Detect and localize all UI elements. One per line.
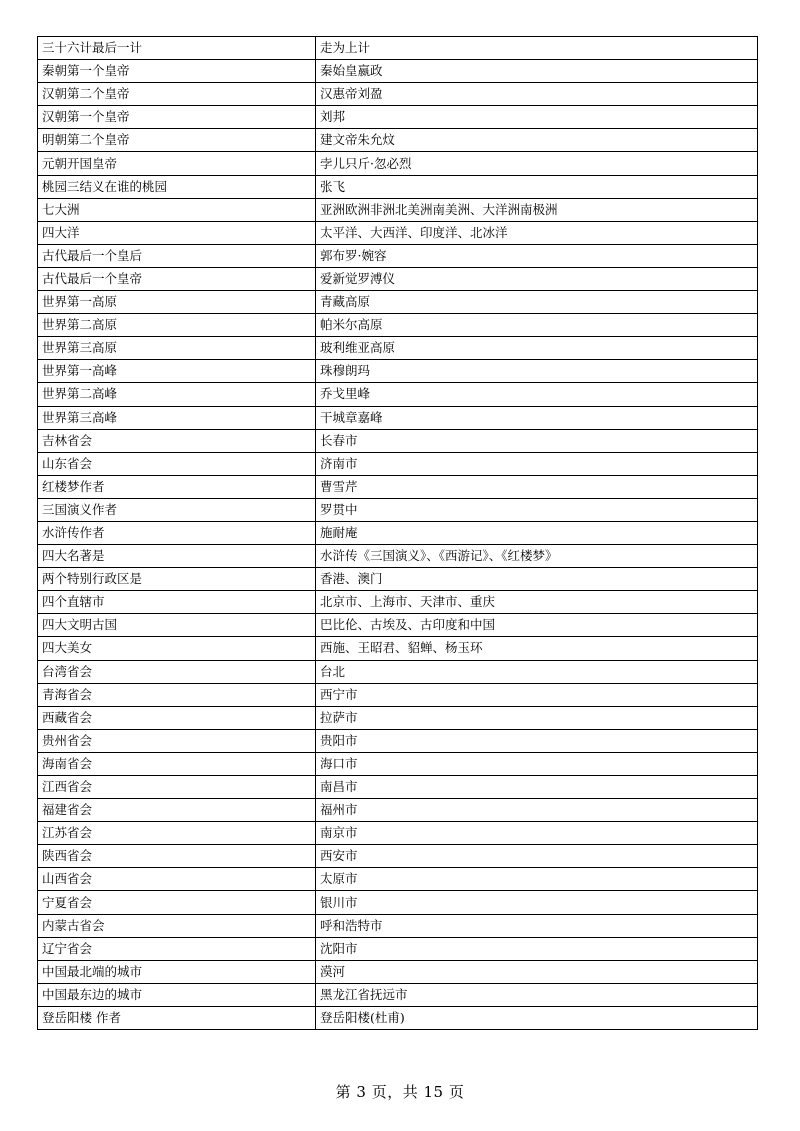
table-row (38, 267, 758, 290)
table-row (38, 291, 758, 314)
question-cell: 青海省会 (38, 683, 316, 706)
answer-cell: 巴比伦、古埃及、古印度和中国 (316, 614, 758, 637)
answer-cell: 施耐庵 (316, 521, 758, 544)
answer-cell: 建文帝朱允炆 (316, 129, 758, 152)
answer-cell: 珠穆朗玛 (316, 360, 758, 383)
question-cell: 古代最后一个皇帝 (38, 267, 316, 290)
question-cell: 四大名著是 (38, 545, 316, 568)
question-cell: 世界第二高原 (38, 314, 316, 337)
table-row (38, 568, 758, 591)
table-row (38, 960, 758, 983)
table-row (38, 406, 758, 429)
answer-cell: 亚洲欧洲非洲北美洲南美洲、大洋洲南极洲 (316, 198, 758, 221)
answer-cell: 汉惠帝刘盈 (316, 83, 758, 106)
question-cell: 内蒙古省会 (38, 914, 316, 937)
question-cell: 明朝第二个皇帝 (38, 129, 316, 152)
answer-cell: 水浒传《三国演义》、《西游记》、《红楼梦》 (316, 545, 758, 568)
table-row (38, 60, 758, 83)
table-row (38, 752, 758, 775)
answer-cell: 长春市 (316, 429, 758, 452)
question-cell: 福建省会 (38, 799, 316, 822)
question-cell: 古代最后一个皇后 (38, 244, 316, 267)
answer-cell: 刘邦 (316, 106, 758, 129)
question-cell: 两个特别行政区是 (38, 568, 316, 591)
question-cell: 秦朝第一个皇帝 (38, 60, 316, 83)
answer-cell: 郭布罗·婉容 (316, 244, 758, 267)
question-cell: 江西省会 (38, 776, 316, 799)
table-row (38, 175, 758, 198)
question-cell: 台湾省会 (38, 660, 316, 683)
question-cell: 红楼梦作者 (38, 475, 316, 498)
answer-cell: 济南市 (316, 452, 758, 475)
table-row (38, 129, 758, 152)
table-row (38, 822, 758, 845)
question-cell: 世界第一高原 (38, 291, 316, 314)
table-row (38, 660, 758, 683)
question-cell: 三十六计最后一计 (38, 37, 316, 60)
question-cell: 山西省会 (38, 868, 316, 891)
table-row (38, 937, 758, 960)
question-cell: 元朝开国皇帝 (38, 152, 316, 175)
question-cell: 西藏省会 (38, 706, 316, 729)
table-row (38, 914, 758, 937)
table-row (38, 845, 758, 868)
question-cell: 辽宁省会 (38, 937, 316, 960)
answer-cell: 曹雪芹 (316, 475, 758, 498)
answer-cell: 罗贯中 (316, 498, 758, 521)
table-row (38, 383, 758, 406)
answer-cell: 黑龙江省抚远市 (316, 983, 758, 1006)
question-cell: 陕西省会 (38, 845, 316, 868)
table-row (38, 452, 758, 475)
question-cell: 贵州省会 (38, 729, 316, 752)
question-cell: 宁夏省会 (38, 891, 316, 914)
answer-cell: 太平洋、大西洋、印度洋、北冰洋 (316, 221, 758, 244)
table-row (38, 360, 758, 383)
question-cell: 世界第二高峰 (38, 383, 316, 406)
question-cell: 中国最北端的城市 (38, 960, 316, 983)
table-row (38, 152, 758, 175)
table-row (38, 983, 758, 1006)
question-cell: 海南省会 (38, 752, 316, 775)
question-cell: 登岳阳楼 作者 (38, 1006, 316, 1029)
answer-cell: 干城章嘉峰 (316, 406, 758, 429)
question-cell: 世界第一高峰 (38, 360, 316, 383)
table-row (38, 776, 758, 799)
question-cell: 世界第三高峰 (38, 406, 316, 429)
table-row (38, 314, 758, 337)
question-cell: 水浒传作者 (38, 521, 316, 544)
question-cell: 三国演义作者 (38, 498, 316, 521)
table-row (38, 706, 758, 729)
qa-table (37, 36, 758, 1030)
table-row (38, 683, 758, 706)
table-row (38, 475, 758, 498)
table-row (38, 521, 758, 544)
table-row (38, 729, 758, 752)
table-row (38, 198, 758, 221)
question-cell: 四个直辖市 (38, 591, 316, 614)
answer-cell: 玻利维亚高原 (316, 337, 758, 360)
question-cell: 四大洋 (38, 221, 316, 244)
answer-cell: 秦始皇嬴政 (316, 60, 758, 83)
question-cell: 吉林省会 (38, 429, 316, 452)
table-row (38, 429, 758, 452)
answer-cell: 青藏高原 (316, 291, 758, 314)
question-cell: 山东省会 (38, 452, 316, 475)
question-cell: 四大美女 (38, 637, 316, 660)
answer-cell: 贵阳市 (316, 729, 758, 752)
table-row (38, 799, 758, 822)
table-row (38, 221, 758, 244)
answer-cell: 香港、澳门 (316, 568, 758, 591)
question-cell: 中国最东边的城市 (38, 983, 316, 1006)
answer-cell: 沈阳市 (316, 937, 758, 960)
table-row (38, 1006, 758, 1029)
question-cell: 汉朝第二个皇帝 (38, 83, 316, 106)
page-footer: 第 3 页，共 15 页 (335, 1083, 465, 1101)
table-row (38, 591, 758, 614)
answer-cell: 呼和浩特市 (316, 914, 758, 937)
table-row (38, 83, 758, 106)
answer-cell: 西安市 (316, 845, 758, 868)
answer-cell: 太原市 (316, 868, 758, 891)
table-row (38, 637, 758, 660)
answer-cell: 海口市 (316, 752, 758, 775)
answer-cell: 台北 (316, 660, 758, 683)
qa-table-body (38, 37, 758, 1030)
answer-cell: 南京市 (316, 822, 758, 845)
table-row (38, 498, 758, 521)
table-row (38, 37, 758, 60)
answer-cell: 北京市、上海市、天津市、重庆 (316, 591, 758, 614)
answer-cell: 福州市 (316, 799, 758, 822)
table-row (38, 337, 758, 360)
answer-cell: 孛儿只斤·忽必烈 (316, 152, 758, 175)
question-cell: 江苏省会 (38, 822, 316, 845)
answer-cell: 拉萨市 (316, 706, 758, 729)
table-row (38, 868, 758, 891)
answer-cell: 张飞 (316, 175, 758, 198)
answer-cell: 西宁市 (316, 683, 758, 706)
answer-cell: 爱新觉罗溥仪 (316, 267, 758, 290)
answer-cell: 走为上计 (316, 37, 758, 60)
answer-cell: 漠河 (316, 960, 758, 983)
question-cell: 汉朝第一个皇帝 (38, 106, 316, 129)
question-cell: 桃园三结义在谁的桃园 (38, 175, 316, 198)
table-row (38, 106, 758, 129)
question-cell: 四大文明古国 (38, 614, 316, 637)
table-row (38, 545, 758, 568)
answer-cell: 乔戈里峰 (316, 383, 758, 406)
table-row (38, 891, 758, 914)
table-row (38, 614, 758, 637)
question-cell: 世界第三高原 (38, 337, 316, 360)
answer-cell: 南昌市 (316, 776, 758, 799)
table-row (38, 244, 758, 267)
answer-cell: 银川市 (316, 891, 758, 914)
answer-cell: 西施、王昭君、貂蝉、杨玉环 (316, 637, 758, 660)
answer-cell: 登岳阳楼(杜甫) (316, 1006, 758, 1029)
answer-cell: 帕米尔高原 (316, 314, 758, 337)
question-cell: 七大洲 (38, 198, 316, 221)
